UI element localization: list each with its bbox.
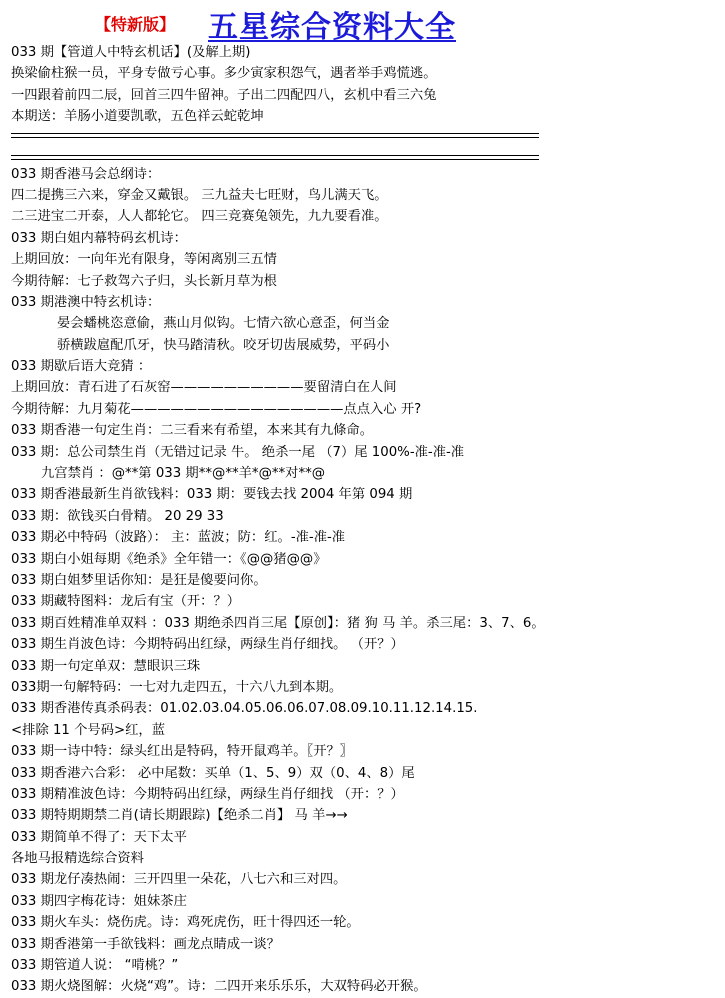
text-line: 一四跟着前四二辰，回首三四牛留神。子出二四配四八，玄机中看三六兔: [11, 87, 437, 103]
text-line: 033 期必中特码（波路）： 主：蓝波；防：红。-准-准-准: [11, 530, 346, 546]
text-line: 033 期火烧图解：火烧“鸡”。诗：二四开来乐乐乐，大双特码必开猴。: [11, 979, 427, 995]
text-line: 033 期【管道人中特玄机话】(及解上期): [11, 45, 251, 60]
content-body: [11, 42, 716, 998]
text-line: 033 期百姓精准单双料 ：033 期绝杀四肖三尾【原创】：猪 狗 马 羊。杀三尾：3、7、6。: [11, 615, 545, 631]
text-line: 033 期香港传真杀码表：01.02.03.04.05.06.06.07.08.09.10.11.12.14.15.: [11, 701, 478, 717]
text-line: 033 期香港最新生肖欲钱料：033 期：要钱去找 2004 年第 094 期: [11, 487, 413, 503]
page-header: [0, 0, 725, 45]
text-line: <排除 11 个号码>红，蓝: [11, 722, 166, 738]
text-line: 033 期白姐内幕特码玄机诗：: [11, 230, 187, 246]
text-line: 本期送：羊肠小道要凯歌，五色祥云蛇乾坤: [11, 109, 264, 125]
text-line: 033 期：总公司禁生肖（无错过记录 牛。 绝杀一尾 （7）尾 100%-准-准-准: [11, 444, 465, 460]
text-line: 033 期白小姐每期《绝杀》全年错一：《@@猪@@》: [11, 551, 327, 567]
text-line: 033 期龙仔凑热闹：三开四里一朵花，八七六和三对四。: [11, 872, 347, 888]
text-line: 033 期一诗中特：绿头红出是特码，特开鼠鸡羊。〖开？〗: [11, 744, 354, 760]
text-line: 033 期香港马会总纲诗：: [11, 166, 161, 182]
double-rule-line: [11, 133, 539, 138]
text-line: 骄横跋扈配爪牙，快马踏清秋。咬牙切齿展威势，平码小: [57, 337, 390, 353]
text-line: 上期回放：青石进了石灰窑——————————要留清白在人间: [11, 380, 397, 396]
text-line: 换梁偷柱猴一员，平身专做亏心事。多少寅家积怨气，遇者举手鸡慌逃。: [11, 66, 437, 82]
text-line: 033 期香港一句定生肖：二三看来有希望，本来其有九條命。: [11, 423, 374, 439]
text-line: 033 期精准波色诗：今期特码出红绿，两绿生肖仔细找 （开：？）: [11, 786, 404, 802]
text-line: 今期待解：九月菊花————————————————点点入心 开?: [11, 401, 422, 417]
text-line: 033 期火车头：烧伤虎。诗：鸡死虎伤，旺十得四还一轮。: [11, 915, 360, 931]
text-line: 033 期港澳中特玄机诗：: [11, 294, 161, 310]
text-line: 033 期：欲钱买白骨精。 20 29 33: [11, 508, 224, 524]
section-divider-bottom: [11, 142, 716, 164]
text-line: 033 期管道人说： “啃桃？”: [11, 958, 179, 974]
text-line: 九宫禁肖 ：@**第 033 期**@**羊*@**对**@: [41, 466, 326, 482]
section-divider-top: [11, 128, 716, 142]
text-line: 上期回放：一向年光有限身，等闲离别三五情: [11, 252, 277, 268]
text-line: 033期一句解特码：一七对九走四五，十六八九到本期。: [11, 679, 343, 695]
text-line: 033 期歇后语大竞猜 ：: [11, 359, 152, 375]
text-line: 033 期四字梅花诗：姐妹茶庄: [11, 893, 187, 909]
text-line: 二三进宝二开泰，人人都轮它。 四三竞赛兔领先，九九要看准。: [11, 209, 388, 225]
text-line: 033 期白姐梦里话你知：是狂是傻要问你。: [11, 572, 267, 588]
text-line: 各地马报精选综合资料: [11, 851, 144, 867]
text-line: 033 期藏特图料：龙后有宝（开：？）: [11, 594, 241, 610]
text-line: 033 期一句定单双：慧眼识三珠: [11, 658, 201, 674]
page-title: 五星综合资料大全: [208, 10, 456, 45]
text-line: 晏会蟠桃恣意偷，燕山月似钩。七情六欲心意歪，何当金: [57, 316, 390, 332]
text-line: 033 期香港第一手欲钱料：画龙点睛成一谈？: [11, 936, 280, 952]
edition-badge: 【特新版】: [95, 15, 176, 34]
text-line: 033 期特期期禁二肖(请长期跟踪)【绝杀二肖】 马 羊→→: [11, 808, 348, 824]
double-rule-line: [11, 155, 539, 160]
text-line: 033 期生肖波色诗：今期特码出红绿，两绿生肖仔细找。 （开？）: [11, 637, 404, 653]
text-line: 033 期香港六合彩： 必中尾数：买单（1、5、9）双（0、4、8）尾: [11, 765, 415, 781]
text-line: 今期待解：七子救驾六子归，头长新月草为根: [11, 273, 277, 289]
text-line: 四二提携三六来，穿金又戴银。 三九益夫七旺财，鸟儿满天飞。: [11, 187, 388, 203]
text-line: 033 期简单不得了：天下太平: [11, 829, 187, 845]
